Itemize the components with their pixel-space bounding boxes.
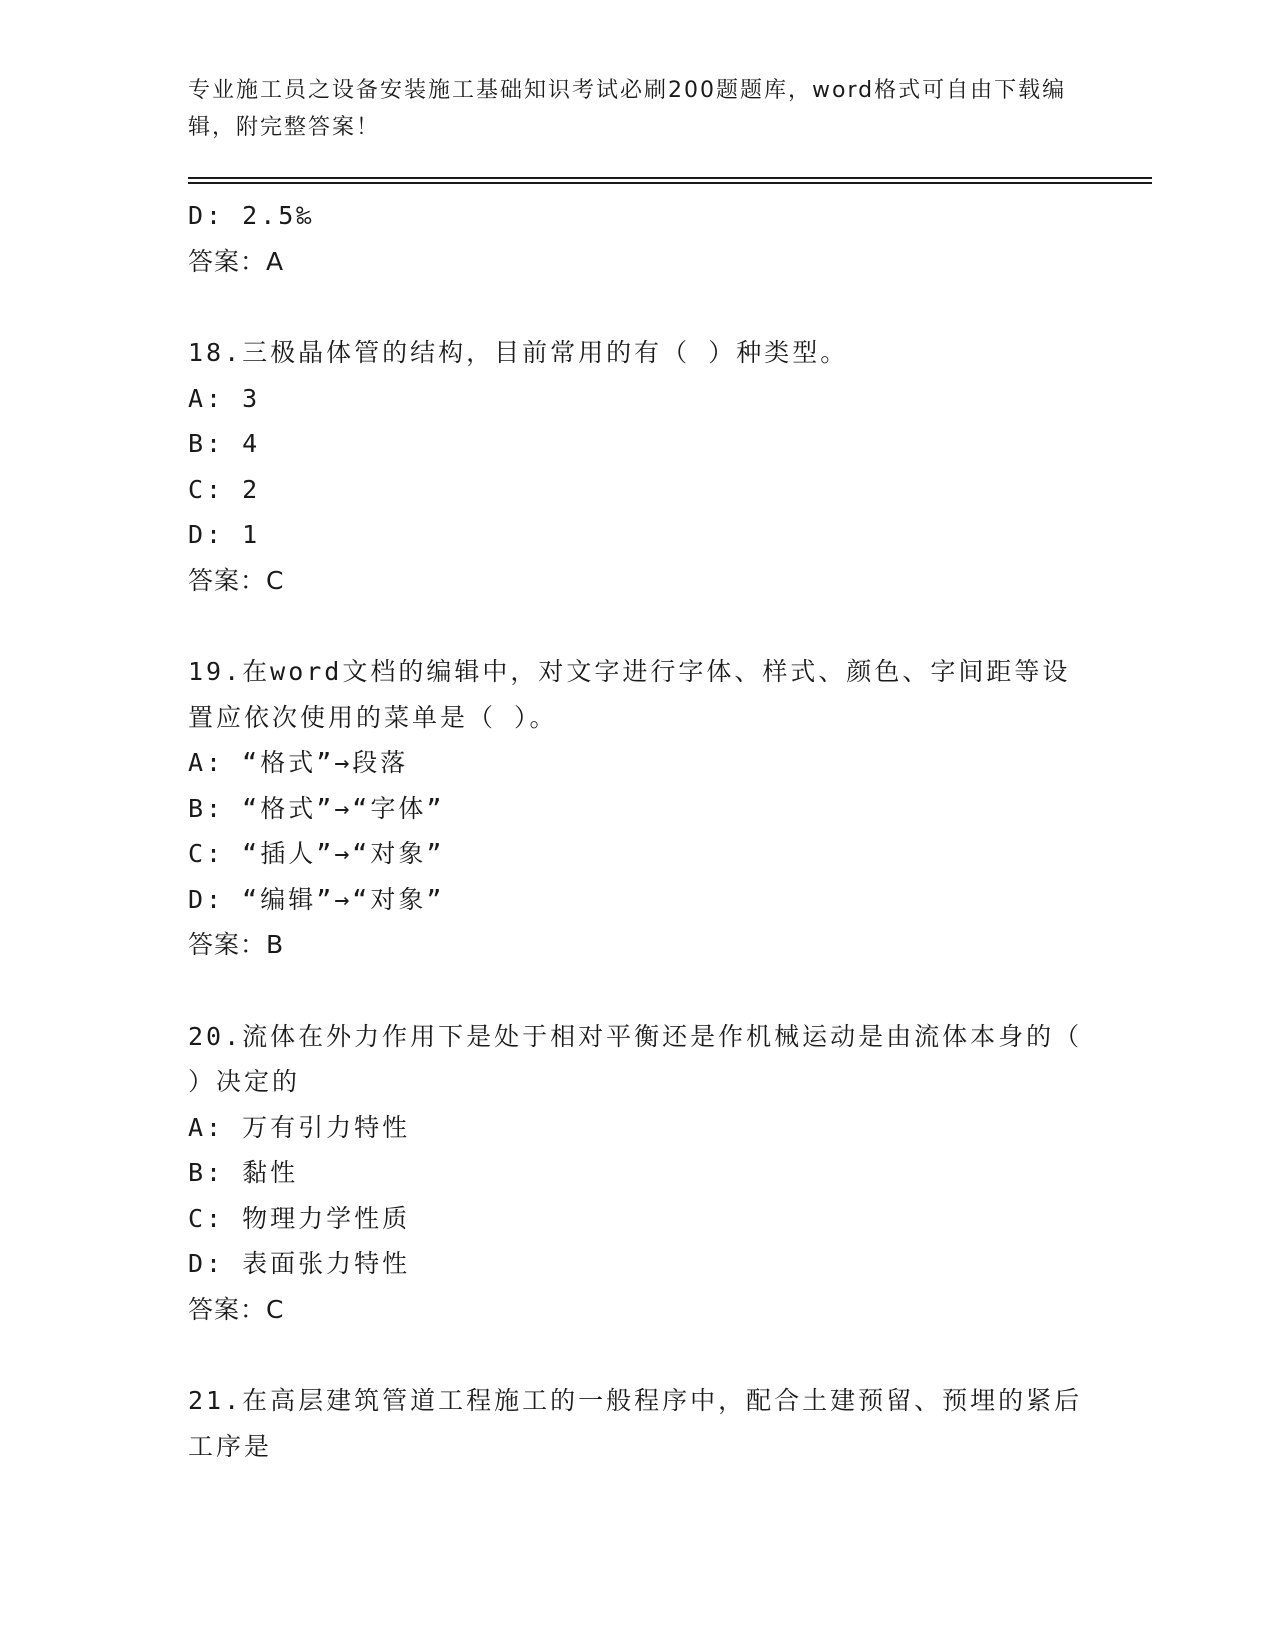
question-18-option-b: B: 4: [188, 429, 261, 458]
question-20-option-b: B: 黏性: [188, 1158, 299, 1187]
question-19-option-a: A: “格式”→段落: [188, 748, 409, 777]
question-20-text: 20.流体在外力作用下是处于相对平衡还是作机械运动是由流体本身的（ ）决定的: [188, 1021, 1083, 1096]
question-19-answer: 答案：B: [188, 930, 285, 959]
document-body: [188, 193, 1088, 1469]
header-divider-top: [188, 177, 1152, 179]
question-spacer: [188, 603, 1088, 649]
question-18-text: 18.三极晶体管的结构，目前常用的有（ ）种类型。: [188, 338, 849, 367]
carryover-answer: 答案：A: [188, 246, 285, 276]
question-19-option-d: D: “编辑”→“对象”: [188, 884, 445, 914]
question-21-text: 21.在高层建筑管道工程施工的一般程序中，配合土建预留、预埋的紧后工序是: [188, 1386, 1083, 1461]
question-spacer: [188, 284, 1088, 330]
question-20-option-d: D: 表面张力特性: [188, 1249, 411, 1278]
question-18-option-c: C: 2: [188, 474, 261, 504]
question-18: [188, 330, 1088, 603]
question-18-answer: 答案：C: [188, 565, 285, 595]
question-21: [188, 1378, 1088, 1469]
question-20-option-a: A: 万有引力特性: [188, 1112, 411, 1142]
question-19-option-b: B: “格式”→“字体”: [188, 793, 445, 823]
question-19: [188, 649, 1088, 968]
document-header-title: 专业施工员之设备安装施工基础知识考试必刷200题题库，word格式可自由下载编辑，附完整答案！: [188, 78, 1067, 140]
question-19-text: 19.在word文档的编辑中，对文字进行字体、样式、颜色、字间距等设置应依次使用的菜单是（ ）。: [188, 657, 1071, 732]
question-20: [188, 1014, 1088, 1333]
question-19-option-c: C: “插人”→“对象”: [188, 839, 445, 868]
header-divider-bottom: [188, 182, 1152, 184]
question-18-option-a: A: 3: [188, 383, 261, 413]
question-20-option-c: C: 物理力学性质: [188, 1203, 411, 1233]
question-18-option-d: D: 1: [188, 520, 261, 549]
question-spacer: [188, 968, 1088, 1014]
carryover-option-d: D: 2.5‰: [188, 201, 315, 230]
question-spacer: [188, 1332, 1088, 1378]
question-20-answer: 答案：C: [188, 1294, 285, 1324]
